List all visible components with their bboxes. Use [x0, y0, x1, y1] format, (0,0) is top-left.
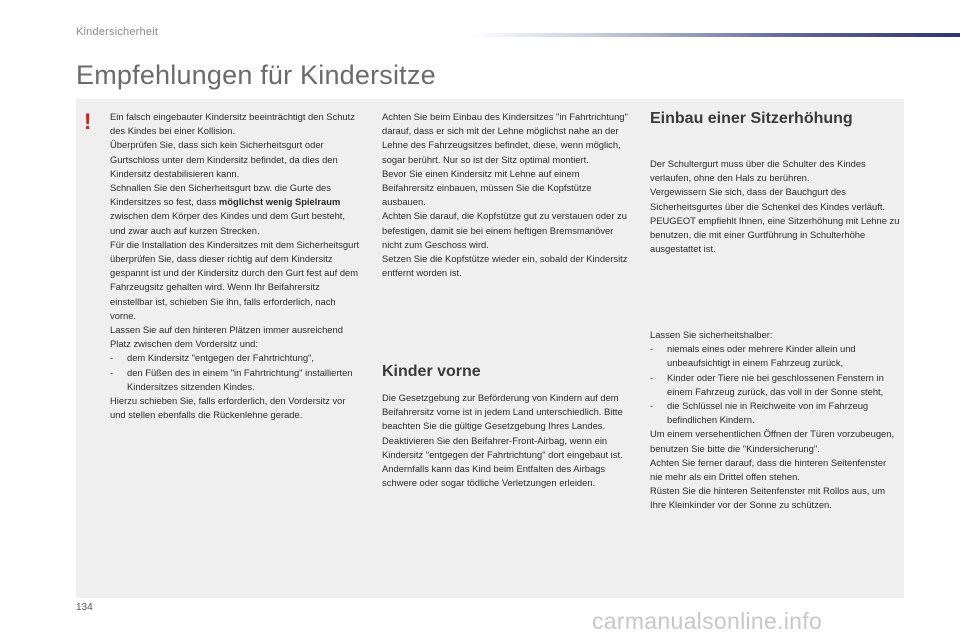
list-dash: - [650, 371, 654, 383]
list-dash: - [110, 366, 114, 378]
warning-icon: ! [84, 109, 92, 134]
list-item-text: dem Kindersitz "entgegen der Fahrtrichtung", [127, 352, 314, 364]
paragraph: Überprüfen Sie, dass sich kein Sicherheitsgurt oder Gurtschloss unter dem Kindersitz befindet, da dies den Kindersitz destabilisieren kann. [110, 139, 338, 179]
paragraph: Lassen Sie sicherheitshalber: [650, 329, 773, 340]
paragraph: Lassen Sie auf den hinteren Plätzen immer ausreichend Platz zwischen dem Vordersitz und: [110, 324, 343, 350]
heading-kinder-vorne: Kinder vorne [382, 363, 481, 380]
paragraph: Achten Sie beim Einbau des Kindersitzes "in Fahrtrichtung" darauf, dass er sich mit der Lehne möglichst nahe an der Lehne des Fahrzeugsitzes befindet, diese, wenn möglich, sogar berührt. Nur so ist der Sitz optimal montiert. [382, 111, 628, 165]
page-title: Empfehlungen für Kindersitze [76, 60, 436, 90]
sitzerhoehung-text [650, 157, 900, 256]
list-item-text: die Schlüssel nie in Reichweite von im Fahrzeug befindlichen Kindern. [667, 400, 869, 426]
list-dash: - [650, 343, 654, 355]
paragraph: PEUGEOT empfiehlt Ihnen, eine Sitzerhöhung mit Lehne zu benutzen, die mit einer Gurtführung in Schulterhöhe ausgestattet ist. [650, 214, 900, 255]
list-item-text: den Füßen des in einem "in Fahrtrichtung" installierten Kindersitzes sitzenden Kindes. [127, 366, 353, 392]
section-header: Kindersicherheit [76, 26, 159, 38]
page-number: 134 [76, 602, 93, 613]
list-dash: - [650, 400, 654, 412]
paragraph: Bevor Sie einen Kindersitz mit Lehne auf einem Beifahrersitz einbauen, müssen Sie die Kopfstütze ausbauen. [382, 167, 592, 208]
paragraph: Um einem versehentlichen Öffnen der Türen vorzubeugen, benutzen Sie bitte die "Kindersicherung". [650, 428, 895, 454]
safety-text [650, 328, 900, 513]
paragraph: Die Gesetzgebung zur Beförderung von Kindern auf dem Beifahrersitz vorne ist in jedem Land unterschiedlich. Bitte beachten Sie die gültige Gesetzgebung Ihres Landes. [382, 392, 623, 432]
paragraph: Setzen Sie die Kopfstütze wieder ein, sobald der Kindersitz entfernt worden ist. [382, 253, 628, 279]
bold-text: möglichst wenig Spielraum [218, 196, 341, 208]
paragraph: Ein falsch eingebauter Kindersitz beeinträchtigt den Schutz des Kindes bei einer Kollision. [110, 111, 355, 137]
paragraph: Achten Sie darauf, die Kopfstütze gut zu verstauen oder zu befestigen, damit sie bei einem heftigen Bremsmanöver nicht zum Geschoss wird. [382, 210, 627, 250]
list-dash: - [110, 352, 114, 364]
paragraph: Der Schultergurt muss über die Schulter des Kindes verlaufen, ohne den Hals zu berühren. [650, 158, 866, 184]
middle-column [382, 110, 630, 280]
paragraph: Deaktivieren Sie den Beifahrer-Front-Airbag, wenn ein Kindersitz "entgegen der Fahrtrichtung" dort eingebaut ist. Andernfalls kann das Kind beim Entfalten des Airbags schwere oder sogar tödliche Verletzungen erleiden. [382, 434, 623, 489]
kinder-vorne-text [382, 391, 630, 490]
list-item [650, 399, 900, 427]
header-gradient-bar [470, 33, 960, 37]
text-run: Schnallen Sie den Sicherheitsgurt bzw. die Gurte des Kindersitzes so fest, dass [110, 182, 331, 208]
warning-column [110, 110, 360, 422]
list-item [110, 351, 360, 365]
text-run: zwischen dem Körper des Kindes und dem Gurt besteht, und zwar auch auf kurzen Strecken. [110, 210, 346, 236]
list-item-text: Kinder oder Tiere nie bei geschlossenen Fenstern in einem Fahrzeug zurück, das voll in der Sonne steht, [667, 371, 884, 397]
paragraph: Hierzu schieben Sie, falls erforderlich, den Vordersitz vor und stellen ebenfalls die Rückenlehne gerade. [110, 395, 346, 421]
list-item-text: niemals eines oder mehrere Kinder allein und unbeaufsichtigt in einem Fahrzeug zurück, [667, 343, 856, 369]
list-item [650, 342, 900, 370]
list-item [110, 366, 360, 394]
paragraph: Für die Installation des Kindersitzes mit dem Sicherheitsgurt überprüfen Sie, dass dieser richtig auf dem Kindersitz gespannt ist und der Kindersitz durch den Gurt fest auf dem Fahrzeugsitz gehalten wird. Wenn Ihr Beifahrersitz einstellbar ist, schieben Sie ihn, falls erforderlich, nach vorne. [110, 238, 360, 321]
paragraph: Vergewissern Sie sich, dass der Bauchgurt des Sicherheitsgurtes über die Schenkel des Kindes verläuft. [650, 186, 886, 212]
paragraph [110, 181, 360, 238]
heading-sitzerhoehung: Einbau einer Sitzerhöhung [650, 110, 853, 127]
paragraph: Achten Sie ferner darauf, dass die hinteren Seitenfenster nie mehr als ein Drittel offen stehen. [650, 456, 887, 483]
paragraph: Rüsten Sie die hinteren Seitenfenster mit Rollos aus, um Ihre Kleinkinder vor der Sonne zu schützen. [650, 485, 886, 511]
list-item [650, 371, 900, 399]
watermark: carmanualsonline.info [592, 608, 823, 634]
